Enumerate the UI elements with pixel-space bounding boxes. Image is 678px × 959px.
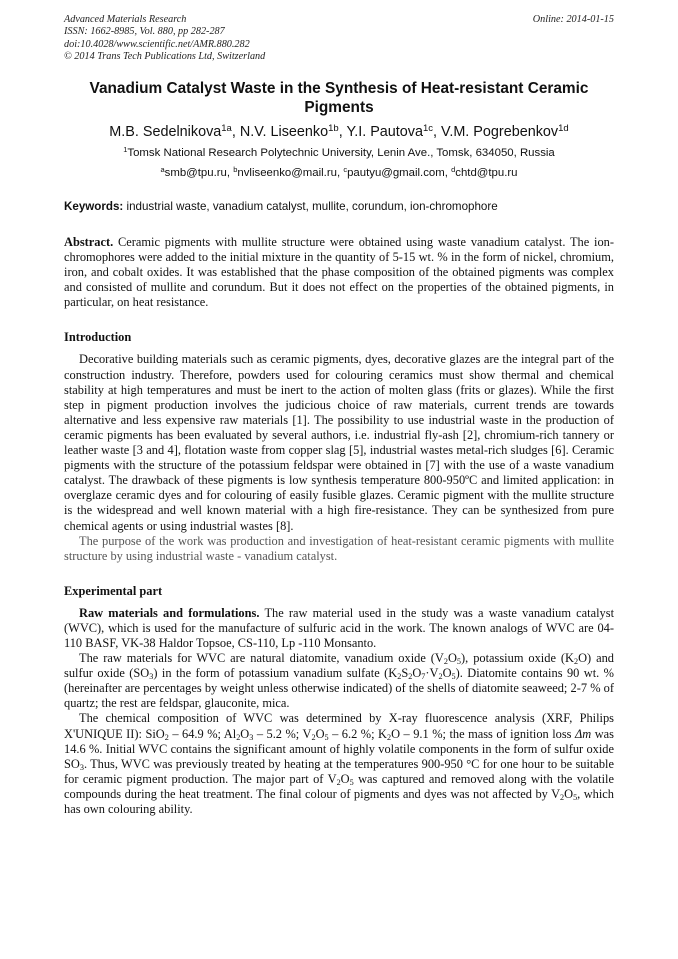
journal-header bbox=[64, 14, 614, 66]
math-symbol: Δm bbox=[575, 726, 592, 741]
journal-info bbox=[64, 14, 265, 64]
online-date: Online: 2014-01-15 bbox=[532, 14, 614, 25]
subscript: 3 bbox=[149, 672, 154, 682]
journal-doi: doi:10.4028/www.scientific.net/AMR.880.282 bbox=[64, 38, 250, 50]
text-run: ), potassium oxide (K bbox=[461, 651, 574, 666]
intro-paragraph-purpose: The purpose of the work was production and investigation of heat-resistant ceramic pigments with mullite structure by using industrial waste - vanadium catalyst. bbox=[64, 533, 614, 563]
subscript: 5 bbox=[451, 672, 456, 682]
text-run: ). Diatomite contains 90 wt. % (hereinafter are percentages by weight unless otherwise indicated) of the shells of diatomite seaweed; 2-7 % of quartz; the rest are feldspar, glauconite, mica. bbox=[64, 666, 614, 711]
subscript: 2 bbox=[560, 792, 565, 802]
affiliation-text: Tomsk National Research Polytechnic University, Lenin Ave., Tomsk, 634050, Russia bbox=[127, 147, 555, 159]
subscript: 2 bbox=[387, 732, 392, 742]
subscript: 2 bbox=[236, 732, 241, 742]
author-name: Y.I. Pautova bbox=[346, 124, 423, 140]
email-list: $^a$smb@tpu.ru, $^b$nvliseenko@mail.ru, $^c$pautyu@gmail.com, $^d$chtd@tpu.ru bbox=[160, 164, 518, 179]
subscript: 2 bbox=[336, 777, 341, 787]
experimental-paragraph-chemical bbox=[64, 711, 614, 817]
journal-name: Advanced Materials Research bbox=[64, 14, 187, 25]
keywords-text: industrial waste, vanadium catalyst, mullite, corundum, ion-chromophore bbox=[126, 200, 498, 213]
intro-paragraph: Decorative building materials such as ceramic pigments, dyes, decorative glazes are the integral part of the construction industry. Therefore, powders used for colouring ceramics must show thermal and chemical stability at high temperatures and must be inert to the action of molten glass (frits or glazes). While the first step in pigment production involves the judicious choice of raw materials, current trends are towards alternative and less expensive raw materials [1]. The possibility to use industrial waste in the production of ceramic pigments has been evaluated by several authors, i.e. industrial fly-ash [2], chromium-rich tannery or leather waste [3 and 4], flotation waste from copper slag [5], industrial wastes metal-rich sludges [6]. Ceramic pigments with the structure of the potassium feldspar were obtained in [7] with the use of a waste vanadium catalyst. The drawback of these pigments is low synthesis temperature 800-950ºC and limited application: in overglaze ceramic dyes and for colouring of easily fusible glazes. Ceramic pigment with the mullite structure is the widespread and well known material with a high fire-resistance. They can be synthesized from pure chemical agents or using industrial wastes [8]. bbox=[64, 352, 614, 533]
subscript: 2 bbox=[438, 672, 443, 682]
author-name: M.B. Sedelnikova bbox=[109, 124, 222, 140]
text-run: O bbox=[340, 771, 350, 786]
abstract-label: Abstract. bbox=[64, 235, 114, 249]
text-run: was captured and removed along with the volatile compounds during the heat treatment. The final colour of pigments and dyes was not affected by V bbox=[64, 771, 614, 801]
author-name: N.V. Liseenko bbox=[239, 124, 329, 140]
text-run: O) and sulfur oxide (SO bbox=[64, 651, 615, 681]
subscript: 2 bbox=[311, 732, 316, 742]
text-run: ·V bbox=[425, 666, 439, 681]
experimental-paragraph-raw-materials bbox=[64, 606, 614, 651]
author-list: M.B. Sedelnikova$^{1a}$, N.V. Liseenko$^{1b}$, Y.I. Pautova$^{1c}$, V.M. Pogrebenkov$^{1d}$ bbox=[109, 122, 569, 140]
journal-issn: ISSN: 1662-8985, Vol. 880, pp 282-287 bbox=[64, 26, 225, 38]
affiliation-mark: 1 bbox=[123, 144, 128, 154]
paper-title: Vanadium Catalyst Waste in the Synthesis of Heat-resistant Ceramic Pigments bbox=[89, 80, 589, 116]
affiliation bbox=[64, 146, 614, 160]
author-affil-mark: 1b bbox=[328, 122, 339, 134]
text-run: ) in the form of potassium vanadium sulfate (K bbox=[153, 666, 398, 681]
subscript: 5 bbox=[324, 732, 329, 742]
author-affil-mark: 1c bbox=[423, 122, 434, 134]
keywords-label: Keywords: bbox=[64, 200, 124, 213]
section-heading-experimental: Experimental part bbox=[64, 583, 163, 598]
subscript: 2 bbox=[397, 672, 402, 682]
email-mark: c bbox=[343, 164, 348, 174]
text-run: O bbox=[315, 726, 325, 741]
text-run: The raw materials for WVC are natural diatomite, vanadium oxide (V bbox=[79, 651, 444, 666]
subscript: 2 bbox=[573, 657, 579, 667]
text-run: , which has own colouring ability. bbox=[64, 786, 614, 816]
subscript: 5 bbox=[349, 777, 354, 787]
email-address: pautyu@gmail.com bbox=[347, 167, 445, 179]
subscript: 5 bbox=[573, 792, 578, 802]
paragraph-text: The raw material used in the study was a waste vanadium catalyst (WVC), which is used for the manufacture of sulfuric acid in the work. The known analogs of WVC are 04-110 BASF, VK-38 Haldor Topsoe, CS-110, Lp -110 Monsanto. bbox=[64, 605, 615, 650]
subscript: 7 bbox=[421, 672, 426, 682]
text-run: O – 9.1 %; the mass of ignition loss bbox=[391, 726, 575, 741]
email-mark: a bbox=[160, 164, 165, 174]
subscript: 2 bbox=[164, 732, 169, 742]
subsection-label: Raw materials and formulations. bbox=[79, 605, 260, 620]
author-affil-mark: 1a bbox=[221, 122, 232, 134]
text-run: – 6.2 %; K bbox=[328, 726, 387, 741]
subscript: 3 bbox=[79, 762, 84, 772]
subscript: 3 bbox=[249, 732, 254, 742]
abstract bbox=[64, 235, 614, 310]
journal-copyright: © 2014 Trans Tech Publications Ltd, Switzerland bbox=[64, 51, 266, 63]
subscript: 2 bbox=[443, 657, 448, 667]
text-run: O bbox=[412, 666, 422, 681]
email-address: chtd@tpu.ru bbox=[455, 167, 518, 179]
text-run: – 64.9 %; Al bbox=[168, 726, 237, 741]
text-run: was 14.6 %. Initial WVC contains the significant amount of highly volatile components in the form of sulfur oxide SO bbox=[64, 726, 614, 771]
text-run: O bbox=[240, 726, 250, 741]
abstract-text: Ceramic pigments with mullite structure were obtained using waste vanadium catalyst. The ion-chromophores were added to the initial mixture in the quantity of 5-15 wt. % in the form of nickel, chromium, iron, and cobalt oxides. It was established that the phase composition of the obtained pigments was complex and consisted of mullite and corundum. But it does not effect on the properties of the obtained pigments, in particular, on heat resistance. bbox=[64, 235, 614, 310]
keywords bbox=[64, 200, 614, 214]
author-affil-mark: 1d bbox=[558, 122, 569, 134]
text-run: – 5.2 %; V bbox=[253, 726, 312, 741]
text-run: O bbox=[447, 651, 457, 666]
text-run: The chemical composition of WVC was determined by X-ray fluorescence analysis (XRF, Philips X'UNIQUE II): SiO bbox=[64, 711, 614, 741]
author-name: V.M. Pogrebenkov bbox=[441, 124, 559, 140]
email-mark: b bbox=[233, 164, 238, 174]
subscript: 5 bbox=[456, 657, 462, 667]
experimental-paragraph-composition bbox=[64, 651, 614, 711]
text-run: O bbox=[442, 666, 452, 681]
subscript: 2 bbox=[408, 672, 413, 682]
paper-page bbox=[64, 14, 614, 817]
text-run: S bbox=[401, 666, 409, 681]
email-address: nvliseenko@mail.ru bbox=[237, 167, 337, 179]
text-run: . Thus, WVC was previously treated by heating at the temperatures 900-950 °С for one hour to be suitable for ceramic pigment production. The major part of V bbox=[64, 756, 614, 786]
text-run: O bbox=[564, 786, 574, 801]
email-address: smb@tpu.ru bbox=[164, 167, 227, 179]
section-heading-introduction: Introduction bbox=[64, 330, 132, 345]
email-mark: d bbox=[451, 164, 456, 174]
